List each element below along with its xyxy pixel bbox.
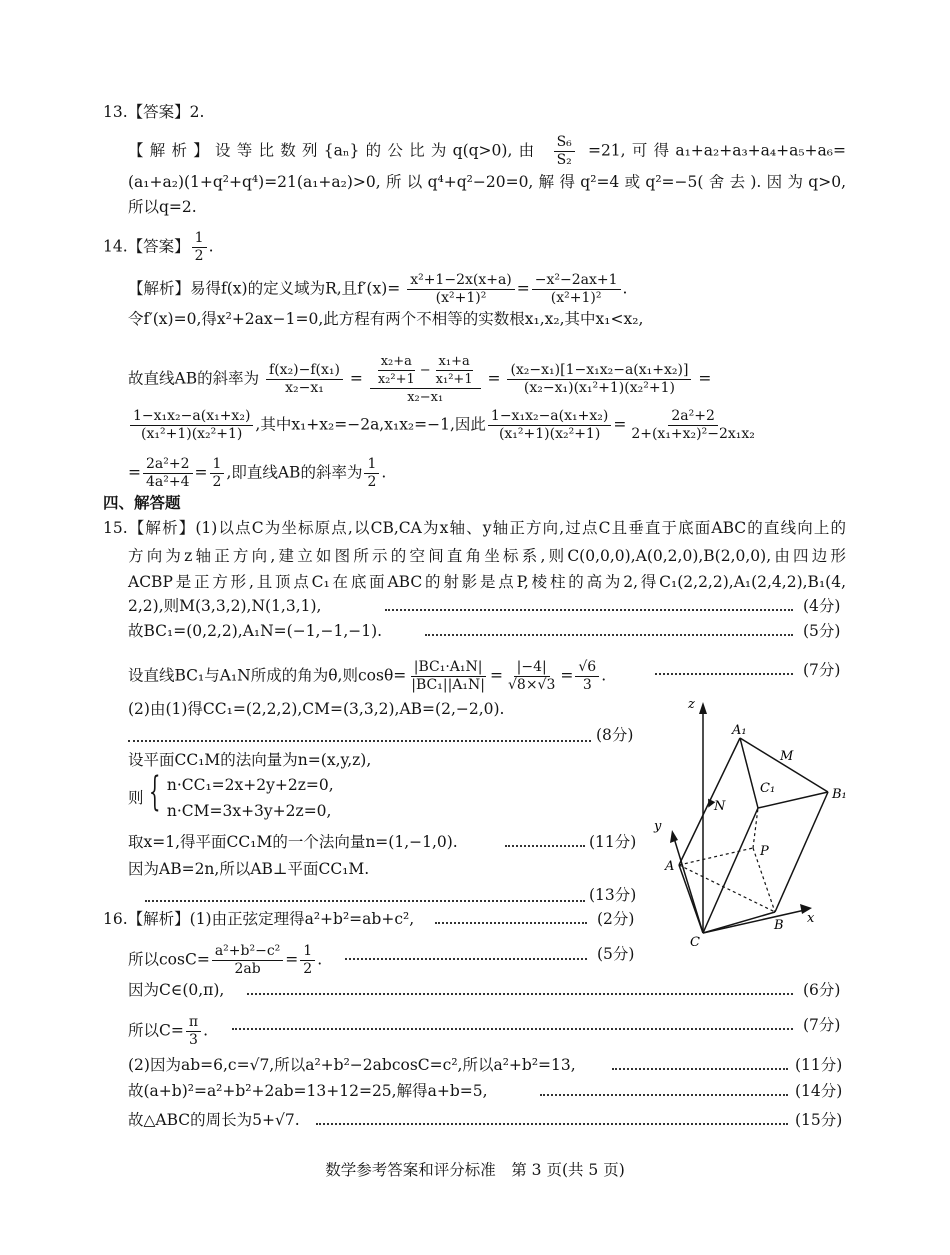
q14-line1: 【解析】易得f(x)的定义域为R,且f′(x)= $\frac{\text{x²+1−2x(x+a)}}{\text{(x²+1)²}}$ = $\frac{\text{−x²−2ax+1}}{\text{(x²+1)²}}$ . [128,272,628,306]
leader-dots [655,673,793,675]
label-z: z [688,697,695,712]
leader-dots [247,993,793,995]
q15-line9: 设平面CC₁M的法向量为n=(x,y,z), [128,751,372,769]
label-A1: A₁ [732,723,747,738]
q16-line1: 16.【解析】(1)由正弦定理得a²+b²=ab+c², [103,910,415,928]
score-11: (11分) [589,833,637,851]
leader-dots [128,740,591,742]
score-5b: (5分) [597,945,635,963]
q13-line3: 所以q=2. [128,198,197,216]
q15-line1: 15.【解析】(1)以点C为坐标原点,以CB,CA为x轴、y轴正方向,过点C且垂直于底面ABC的直线向上的 [103,519,846,537]
q15-line6: 设直线BC₁与A₁N所成的角为θ,则cosθ= $\frac{\text{|BC₁·A₁N|}}{\text{|BC₁||A₁N|}}$ = $\frac{|-4|}{√8\times√3}$ = $\frac{√6}{3}$ . [128,659,607,693]
q15-line11: 取x=1,得平面CC₁M的一个法向量n=(1,−1,0). [128,833,458,851]
prism-figure [650,690,855,950]
page-footer: 数学参考答案和评分标准 第 3 页(共 5 页) [325,1161,625,1179]
q14-answer: 14.【答案】 $\frac{1}{2}$ . [103,230,214,264]
leader-dots [612,1068,788,1070]
q16-line3: 因为C∈(0,π), [128,981,225,999]
leader-dots [425,634,793,636]
score-5: (5分) [803,622,841,640]
q15-line3: ACBP是正方形,且顶点C₁在底面ABC的射影是点P,棱柱的高为2,得C₁(2,2,2),A₁(2,4,2),B₁(4, [128,573,846,591]
label-A: A [665,859,675,874]
label-B1: B₁ [832,787,847,802]
q14-line5: = $\frac{\text{2a²+2}}{\text{4a²+4}}$ = $\frac{1}{2}$ ,即直线AB的斜率为 $\frac{1}{2}$ . [128,456,387,490]
score-14: (14分) [795,1082,843,1100]
q15-line5: 故BC₁=(0,2,2),A₁N=(−1,−1,−1). [128,622,383,640]
label-P: P [760,844,769,859]
q15-line7: (2)由(1)得CC₁=(2,2,2),CM=(3,3,2),AB=(2,−2,0). [128,700,505,718]
leader-dots [232,1028,793,1030]
score-4: (4分) [803,597,841,615]
q16-line6: 故(a+b)²=a²+b²+2ab=13+12=25,解得a+b=5, [128,1082,488,1100]
q15-system: 则 { n·CC₁=2x+2y+2z=0, n·CM=3x+3y+2z=0, [128,769,334,820]
q15-line12: 因为AB=2n,所以AB⊥平面CC₁M. [128,860,370,878]
q15-line2: 方向为z轴正方向,建立如图所示的空间直角坐标系,则C(0,0,0),A(0,2,0),B(2,0,0),由四边形 [128,547,846,565]
q15-line4: 2,2),则M(3,3,2),N(1,3,1), [128,597,322,615]
leader-dots [505,845,585,847]
label-C1: C₁ [760,781,776,796]
leader-dots [385,609,793,611]
score-6: (6分) [803,981,841,999]
q13-line2: (a₁+a₂)(1+q²+q⁴)=21(a₁+a₂)>0,所以q⁴+q²−20=0,解得q²=4或q²=−5(舍去).因为q>0, [128,173,846,191]
q16-line2: 所以cosC= $\frac{\text{a²+b²−c²}}{2ab}$ = $\frac{1}{2}$ . [128,943,323,977]
q13-fraction: $\frac{\text{S₆}}{\text{S₂}}$ [554,134,575,169]
score-11b: (11分) [795,1056,843,1074]
leader-dots [145,900,585,902]
score-8: (8分) [596,726,634,744]
q14-line4: $\frac{\text{1−x₁x₂−a(x₁+x₂)}}{\text{(x₁²+1)(x₂²+1)}}$ ,其中x₁+x₂=−2a,x₁x₂=−1,因此 $\frac{\text{1−x₁x₂−a(x₁+x₂)}}{\text{(x₁²+1)(x₂²+1)}}$ = $\frac{\text{2a²+2}}{\text{2+(x₁+x₂)²−2x₁x₂}}$ [128,408,760,443]
score-7: (7分) [803,661,841,679]
section-heading: 四、解答题 [103,493,181,512]
label-M: M [780,749,794,764]
q16-line4: 所以C= $\frac{\pi}{3}$ . [128,1014,208,1048]
score-15: (15分) [795,1111,843,1129]
q14-line3: 故直线AB的斜率为 $\frac{\text{f(x₂)−f(x₁)}}{\text{x₂−x₁}}$ = x₂+a x₂²+1 − x₁+a x₁²+1 x₂−x₁ = $\frac{\text{(x₂−x₁)[1−x₁x₂−a(x₁+x₂)]}}{\text{(x₂−x₁)(x₁²+1)(x₂²+1)}}$ = [128,354,712,405]
q13-answer: 13.【答案】2. [103,103,205,121]
score-13: (13分) [589,886,637,904]
q14-line2: 令f′(x)=0,得x²+2ax−1=0,此方程有两个不相等的实数根x₁,x₂,其中x₁<x₂, [128,310,644,328]
label-B: B [774,918,784,933]
label-C: C [690,935,700,950]
score-2: (2分) [597,910,635,928]
leader-dots [435,922,587,924]
label-N: N [714,799,726,814]
q13-line1: 【解析】设等比数列{aₙ}的公比为q(q>0),由 $\frac{\text{S₆}}{\text{S₂}}$ =21,可得a₁+a₂+a₃+a₄+a₅+a₆= [128,134,846,168]
label-y: y [654,819,662,834]
q16-line5: (2)因为ab=6,c=√7,所以a²+b²−2abcosC=c²,所以a²+b²=13, [128,1056,576,1074]
leader-dots [540,1094,788,1096]
q16-line7: 故△ABC的周长为5+√7. [128,1111,300,1129]
label-x: x [807,911,815,926]
leader-dots [345,958,587,960]
leader-dots [316,1123,788,1125]
score-7b: (7分) [803,1016,841,1034]
